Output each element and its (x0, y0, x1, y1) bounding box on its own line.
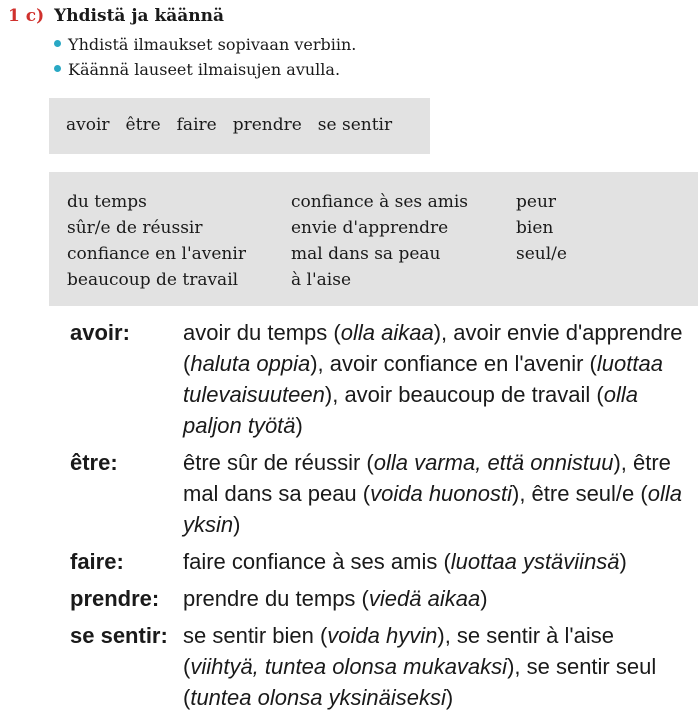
answer-etre (70, 447, 695, 540)
bullet-icon (54, 40, 61, 47)
instruction-2: Käännä lauseet ilmaisujen avulla. (54, 60, 340, 79)
expression: seul/e (516, 244, 567, 264)
answer-prendre (70, 583, 695, 614)
answer-text: prendre du temps (viedä aikaa) (183, 586, 488, 611)
verbs-box (49, 98, 430, 154)
expression: peur (516, 192, 557, 212)
answer-faire (70, 546, 695, 577)
expression: beaucoup de travail (67, 270, 239, 290)
answer-label: être: (70, 450, 118, 475)
verb-se-sentir: se sentir (317, 115, 393, 135)
answer-avoir (70, 317, 695, 441)
verb-prendre: prendre (232, 115, 302, 135)
exercise-number: 1 c) (8, 6, 45, 26)
expressions-column-1 (67, 189, 246, 293)
expressions-column-3 (516, 189, 567, 267)
expression: bien (516, 218, 554, 238)
exercise-header (8, 6, 224, 26)
answer-text: avoir du temps (olla aikaa), avoir envie d'apprendre (haluta oppia), avoir confiance en l'avenir (luottaa tulevaisuuteen), avoir beaucoup de travail (olla paljon työtä) (183, 320, 683, 438)
verb-faire: faire (176, 115, 217, 135)
expression: à l'aise (291, 270, 352, 290)
answer-text: faire confiance à ses amis (luottaa ystäviinsä) (183, 549, 627, 574)
answer-label: faire: (70, 549, 124, 574)
expressions-column-2 (291, 189, 468, 293)
expression: confiance en l'avenir (67, 244, 246, 264)
verb-etre: être (125, 115, 161, 135)
expression: du temps (67, 192, 147, 212)
instruction-1: Yhdistä ilmaukset sopivaan verbiin. (54, 35, 356, 54)
verb-avoir: avoir (66, 115, 110, 135)
answer-text: se sentir bien (voida hyvin), se sentir à l'aise (viihtyä, tuntea olonsa mukavaksi), se sentir seul (tuntea olonsa yksinäiseksi) (183, 623, 657, 710)
answer-text: être sûr de réussir (olla varma, että onnistuu), être mal dans sa peau (voida huonosti), être seul/e (olla yksin) (183, 450, 682, 537)
answer-label: se sentir: (70, 623, 168, 648)
bullet-icon (54, 65, 61, 72)
expression: envie d'apprendre (291, 218, 449, 238)
expression: sûr/e de réussir (67, 218, 203, 238)
expression: confiance à ses amis (291, 192, 468, 212)
answer-label: avoir: (70, 320, 130, 345)
exercise-title: Yhdistä ja käännä (54, 6, 224, 26)
expressions-box (49, 172, 698, 306)
answers (70, 317, 695, 719)
expression: mal dans sa peau (291, 244, 441, 264)
answer-se-sentir (70, 620, 695, 713)
answer-label: prendre: (70, 586, 160, 611)
